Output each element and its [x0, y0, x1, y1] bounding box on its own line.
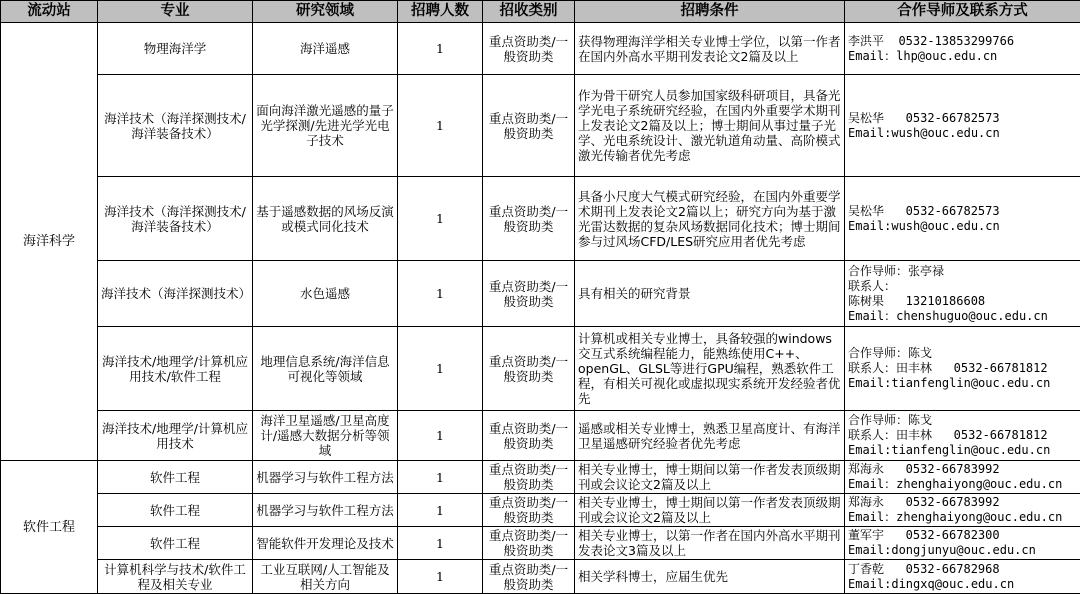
major-cell: 软件工程 [98, 527, 253, 560]
contact-line: 陈树果 13210186608 [848, 294, 1077, 309]
contact-line: 丁香乾 0532-66782968 [848, 562, 1077, 577]
field-cell: 水色遥感 [253, 261, 398, 327]
contact-line: 郑海永 0532-66783992 [848, 462, 1077, 477]
header-station: 流动站 [1, 1, 98, 23]
header-major: 专业 [98, 1, 253, 23]
contact-line: 联系人： [848, 279, 1077, 294]
contact-line: Email:dingxq@ouc.edu.cn [848, 577, 1077, 592]
table-row [1, 527, 1080, 560]
major-cell: 物理海洋学 [98, 23, 253, 75]
count-cell: 1 [398, 527, 483, 560]
category-cell: 重点资助类/一般资助类 [483, 560, 575, 594]
header-field: 研究领域 [253, 1, 398, 23]
count-cell: 1 [398, 327, 483, 411]
contact-cell [845, 261, 1080, 327]
conditions-cell: 相关学科博士，应届生优先 [575, 560, 845, 594]
contact-line: 李洪平 0532-13853299766 [848, 34, 1077, 49]
count-cell: 1 [398, 261, 483, 327]
contact-line: Email:tianfenglin@ouc.edu.cn [848, 376, 1077, 391]
contact-line: Email：zhenghaiyong@ouc.edu.cn [848, 510, 1077, 525]
contact-cell [845, 75, 1080, 177]
contact-line: 合作导师：陈戈 [848, 346, 1077, 361]
station-cell: 软件工程 [1, 461, 98, 594]
contact-line: 联系人：田丰林 0532-66781812 [848, 428, 1077, 443]
contact-line: Email：chenshuguo@ouc.edu.cn [848, 309, 1077, 324]
table-row [1, 560, 1080, 594]
category-cell: 重点资助类/一般资助类 [483, 461, 575, 494]
conditions-cell: 计算机或相关专业博士，具备较强的windows交互式系统编程能力，能熟练使用C++、openGL、GLSL等进行GPU编程，熟悉软件工程，有相关可视化或虚拟现实系统开发经验者优先 [575, 327, 845, 411]
header-contact: 合作导师及联系方式 [845, 1, 1080, 23]
major-cell: 海洋技术（海洋探测技术/海洋装备技术） [98, 75, 253, 177]
contact-line: Email:dongjunyu@ouc.edu.cn [848, 543, 1077, 558]
conditions-cell: 相关专业博士，博士期间以第一作者发表顶级期刊或会议论文2篇及以上 [575, 461, 845, 494]
table-row [1, 75, 1080, 177]
table-row [1, 411, 1080, 461]
conditions-cell: 相关专业博士，以第一作者在国内外高水平期刊发表论文3篇及以上 [575, 527, 845, 560]
category-cell: 重点资助类/一般资助类 [483, 261, 575, 327]
field-cell: 面向海洋激光遥感的量子光学探测/先进光学光电子技术 [253, 75, 398, 177]
count-cell: 1 [398, 411, 483, 461]
contact-line: 合作导师：张亭禄 [848, 264, 1077, 279]
count-cell: 1 [398, 560, 483, 594]
count-cell: 1 [398, 461, 483, 494]
contact-line: 吴松华 0532-66782573 [848, 204, 1077, 219]
conditions-cell: 具备小尺度大气模式研究经验，在国内外重要学术期刊上发表论文2篇以上；研究方向为基于激光雷达数据的复杂风场数据同化技术；博士期间参与过风场CFD/LES研究应用者优先考虑 [575, 177, 845, 261]
header-row [1, 1, 1080, 23]
count-cell: 1 [398, 494, 483, 527]
contact-line: Email：lhp@ouc.edu.cn [848, 49, 1077, 64]
contact-line: 吴松华 0532-66782573 [848, 111, 1077, 126]
major-cell: 计算机科学与技术/软件工程及相关专业 [98, 560, 253, 594]
header-category: 招收类别 [483, 1, 575, 23]
contact-line: Email：zhenghaiyong@ouc.edu.cn [848, 477, 1077, 492]
field-cell: 基于遥感数据的风场反演或模式同化技术 [253, 177, 398, 261]
field-cell: 海洋遥感 [253, 23, 398, 75]
conditions-cell: 遥感或相关专业博士，熟悉卫星高度计、有海洋卫星遥感研究经验者优先考虑 [575, 411, 845, 461]
count-cell: 1 [398, 75, 483, 177]
header-conditions: 招聘条件 [575, 1, 845, 23]
contact-cell [845, 327, 1080, 411]
contact-cell [845, 177, 1080, 261]
contact-line: 合作导师：陈戈 [848, 413, 1077, 428]
table-row [1, 23, 1080, 75]
contact-cell [845, 461, 1080, 494]
contact-line: 郑海永 0532-66783992 [848, 495, 1077, 510]
major-cell: 海洋技术（海洋探测技术） [98, 261, 253, 327]
major-cell: 软件工程 [98, 494, 253, 527]
field-cell: 智能软件开发理论及技术 [253, 527, 398, 560]
field-cell: 海洋卫星遥感/卫星高度计/遥感大数据分析等领域 [253, 411, 398, 461]
table-row [1, 494, 1080, 527]
category-cell: 重点资助类/一般资助类 [483, 327, 575, 411]
field-cell: 工业互联网/人工智能及相关方向 [253, 560, 398, 594]
conditions-cell: 具有相关的研究背景 [575, 261, 845, 327]
contact-cell [845, 411, 1080, 461]
count-cell: 1 [398, 177, 483, 261]
table-row [1, 461, 1080, 494]
major-cell: 软件工程 [98, 461, 253, 494]
count-cell: 1 [398, 23, 483, 75]
contact-cell [845, 494, 1080, 527]
contact-line: Email:tianfenglin@ouc.edu.cn [848, 443, 1077, 458]
conditions-cell: 获得物理海洋学相关专业博士学位，以第一作者在国内外高水平期刊发表论文2篇及以上 [575, 23, 845, 75]
major-cell: 海洋技术（海洋探测技术/海洋装备技术） [98, 177, 253, 261]
table-row [1, 261, 1080, 327]
station-cell: 海洋科学 [1, 23, 98, 461]
contact-line: 联系人：田丰林 0532-66781812 [848, 361, 1077, 376]
major-cell: 海洋技术/地理学/计算机应用技术/软件工程 [98, 327, 253, 411]
contact-cell [845, 23, 1080, 75]
contact-cell [845, 560, 1080, 594]
field-cell: 机器学习与软件工程方法 [253, 461, 398, 494]
contact-line: Email:wush@ouc.edu.cn [848, 126, 1077, 141]
category-cell: 重点资助类/一般资助类 [483, 494, 575, 527]
field-cell: 机器学习与软件工程方法 [253, 494, 398, 527]
category-cell: 重点资助类/一般资助类 [483, 177, 575, 261]
category-cell: 重点资助类/一般资助类 [483, 527, 575, 560]
contact-cell [845, 527, 1080, 560]
major-cell: 海洋技术/地理学/计算机应用技术 [98, 411, 253, 461]
contact-line: Email:wush@ouc.edu.cn [848, 219, 1077, 234]
field-cell: 地理信息系统/海洋信息可视化等领域 [253, 327, 398, 411]
contact-line: 董军宇 0532-66782300 [848, 528, 1077, 543]
category-cell: 重点资助类/一般资助类 [483, 75, 575, 177]
table-row [1, 177, 1080, 261]
category-cell: 重点资助类/一般资助类 [483, 411, 575, 461]
table-row [1, 327, 1080, 411]
conditions-cell: 相关专业博士，博士期间以第一作者发表顶级期刊或会议论文2篇及以上 [575, 494, 845, 527]
header-count: 招聘人数 [398, 1, 483, 23]
category-cell: 重点资助类/一般资助类 [483, 23, 575, 75]
conditions-cell: 作为骨干研究人员参加国家级科研项目，具备光学光电子系统研究经验，在国内外重要学术期刊上发表论文2篇及以上；博士期间从事过量子光学、光电系统设计、激光轨道角动量、高阶模式激光传输者优先考虑 [575, 75, 845, 177]
